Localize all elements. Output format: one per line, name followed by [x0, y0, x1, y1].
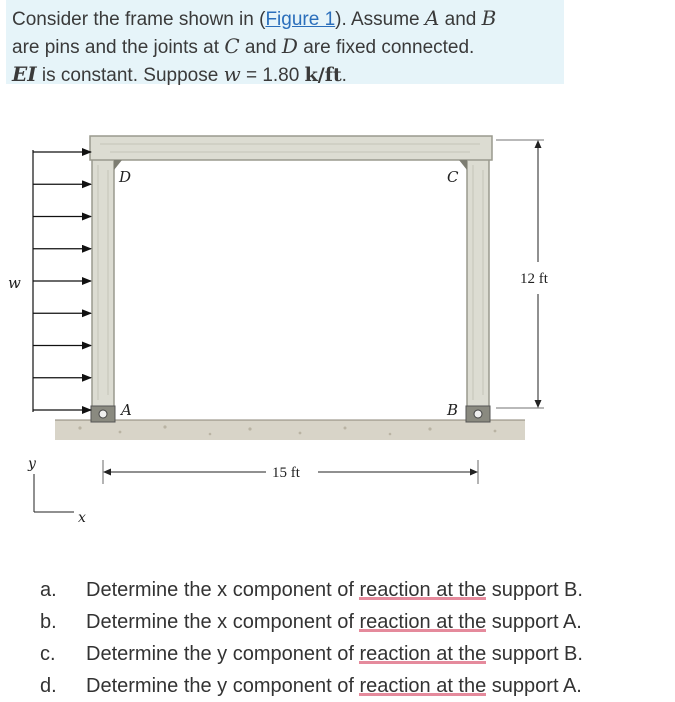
height-dimension-label: 12 ft [520, 271, 548, 287]
pin-a-symbol: A [424, 6, 440, 30]
question-letter: b. [40, 611, 57, 633]
problem-text: and [239, 37, 282, 58]
problem-text: . [341, 65, 347, 86]
spellcheck-marked-text: reaction at the [359, 675, 487, 697]
question-text: support A. [486, 675, 582, 697]
problem-text: Consider the frame shown in ( [12, 9, 266, 30]
problem-text: and [439, 9, 482, 30]
spellcheck-marked-text: reaction at the [359, 611, 487, 633]
question-letter: c. [40, 643, 56, 665]
joint-c-gusset [459, 160, 467, 170]
question-text: Determine the y component of [86, 675, 360, 697]
problem-text: are fixed connected. [297, 37, 475, 58]
pin-b-symbol: B [481, 6, 497, 30]
column-bc [467, 158, 489, 408]
w-value: = 1.80 [240, 65, 305, 86]
column-ad [92, 158, 114, 408]
problem-line-1 [12, 5, 558, 33]
pin-a-icon [99, 410, 107, 418]
joint-d-symbol: D [281, 34, 298, 58]
joint-c-label: C [447, 168, 459, 186]
x-axis-label: x [78, 510, 86, 526]
problem-text: is constant. Suppose [36, 65, 224, 86]
y-axis-label: y [28, 456, 36, 472]
load-w-label: w [8, 274, 21, 292]
joint-d-label: D [119, 168, 132, 186]
problem-statement [6, 0, 564, 84]
frame-figure[interactable] [0, 96, 600, 536]
question-letter: d. [40, 675, 57, 697]
pin-b-icon [474, 410, 482, 418]
question-item [40, 574, 583, 606]
problem-text: ). Assume [335, 9, 425, 30]
question-letter: a. [40, 579, 57, 601]
question-text: Determine the x component of [86, 611, 360, 633]
question-item [40, 670, 583, 702]
beam-dc [90, 136, 492, 160]
spellcheck-marked-text: reaction at the [359, 643, 487, 665]
joint-c-symbol: C [224, 34, 240, 58]
span-dimension-label: 15 ft [272, 465, 300, 481]
question-item [40, 606, 583, 638]
question-text: support A. [486, 611, 582, 633]
ei-symbol: EI [12, 62, 37, 86]
problem-line-2 [12, 33, 558, 61]
spellcheck-marked-text: reaction at the [359, 579, 487, 601]
question-text: Determine the x component of [86, 579, 360, 601]
distributed-load [33, 152, 91, 410]
problem-line-3 [12, 61, 558, 89]
w-unit: k/ft [304, 64, 342, 86]
problem-text: are pins and the joints at [12, 37, 225, 58]
support-b-label: B [447, 401, 459, 419]
question-list [40, 574, 583, 702]
question-text: Determine the y component of [86, 643, 360, 665]
question-item [40, 638, 583, 670]
figure-1-link[interactable]: Figure 1 [265, 9, 336, 30]
question-text: support B. [486, 643, 583, 665]
w-symbol: w [223, 62, 241, 86]
question-text: support B. [486, 579, 583, 601]
support-a-label: A [121, 401, 132, 419]
ground [55, 420, 525, 440]
